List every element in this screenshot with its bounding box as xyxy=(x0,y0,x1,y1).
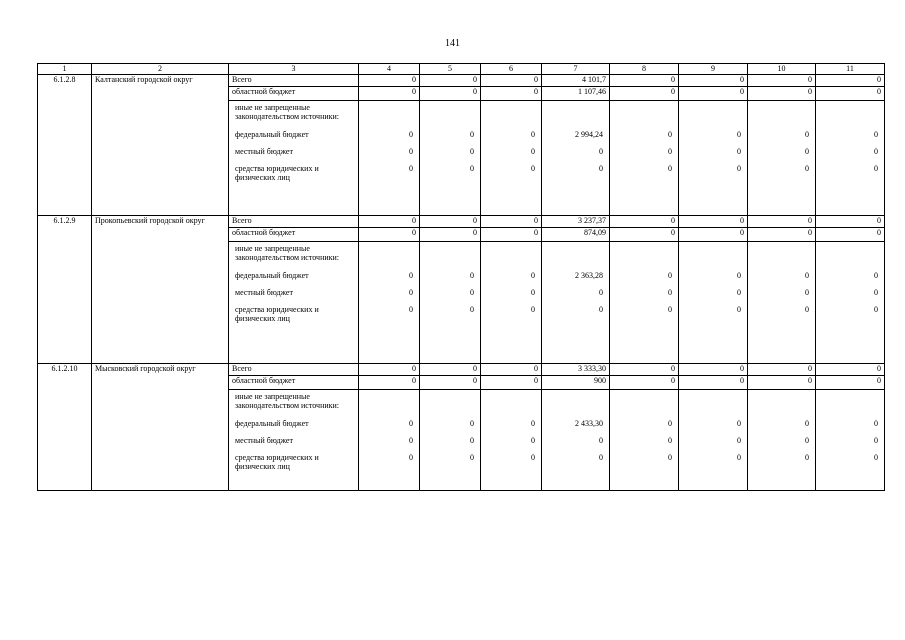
row-label-total: Всего xyxy=(229,216,359,228)
value-cell: 0 xyxy=(816,216,885,228)
value-cell: 0 xyxy=(816,364,885,376)
row-label-local: местный бюджет xyxy=(235,288,293,297)
column-header: 4 xyxy=(359,64,420,75)
value-cell-group xyxy=(420,390,481,491)
value-cell-group xyxy=(748,242,816,364)
value-cell: 0 xyxy=(805,130,809,139)
value-cell: 0 xyxy=(409,147,413,156)
value-cell-group xyxy=(542,390,610,491)
value-cell: 874,09 xyxy=(542,228,610,242)
value-cell: 0 xyxy=(359,75,420,87)
value-cell: 0 xyxy=(748,75,816,87)
section-code: 6.1.2.10 xyxy=(38,364,92,491)
value-cell: 0 xyxy=(610,75,679,87)
value-cell: 0 xyxy=(805,288,809,297)
value-cell: 0 xyxy=(409,130,413,139)
value-cell: 0 xyxy=(737,453,741,462)
value-cell: 0 xyxy=(737,305,741,314)
value-cell: 0 xyxy=(359,87,420,101)
value-cell-group xyxy=(679,390,748,491)
value-cell: 0 xyxy=(599,305,603,314)
value-cell: 0 xyxy=(599,147,603,156)
row-label-local: местный бюджет xyxy=(235,436,293,445)
value-cell-group xyxy=(359,390,420,491)
row-label-local: местный бюджет xyxy=(235,147,293,156)
value-cell: 0 xyxy=(470,164,474,173)
value-cell: 0 xyxy=(737,436,741,445)
value-cell: 0 xyxy=(409,305,413,314)
value-cell: 0 xyxy=(668,436,672,445)
value-cell: 0 xyxy=(874,130,878,139)
column-header: 1 xyxy=(38,64,92,75)
row-label-regional: областной бюджет xyxy=(229,228,359,242)
value-cell: 0 xyxy=(668,130,672,139)
value-cell: 0 xyxy=(420,87,481,101)
other-sources-labels xyxy=(229,390,359,491)
value-cell: 0 xyxy=(668,164,672,173)
value-cell-group xyxy=(542,101,610,216)
value-cell: 0 xyxy=(409,271,413,280)
value-cell: 0 xyxy=(805,436,809,445)
value-cell: 0 xyxy=(470,271,474,280)
row-label-regional: областной бюджет xyxy=(229,87,359,101)
value-cell: 0 xyxy=(805,147,809,156)
value-cell: 0 xyxy=(359,376,420,390)
value-cell: 0 xyxy=(531,305,535,314)
value-cell: 0 xyxy=(748,376,816,390)
value-cell: 0 xyxy=(481,87,542,101)
value-cell: 3 237,37 xyxy=(542,216,610,228)
other-sources-header: иные не запрещенные законодательством источники: xyxy=(235,244,340,262)
budget-table xyxy=(37,63,885,491)
value-cell-group xyxy=(610,101,679,216)
value-cell: 0 xyxy=(531,130,535,139)
value-cell-group xyxy=(359,242,420,364)
value-cell-group xyxy=(481,242,542,364)
value-cell: 0 xyxy=(668,271,672,280)
value-cell: 3 333,30 xyxy=(542,364,610,376)
row-label-federal: федеральный бюджет xyxy=(235,271,309,280)
value-cell: 0 xyxy=(816,376,885,390)
value-cell-group xyxy=(610,242,679,364)
value-cell-group xyxy=(610,390,679,491)
value-cell: 2 433,30 xyxy=(575,419,603,428)
value-cell: 0 xyxy=(481,75,542,87)
value-cell: 0 xyxy=(874,453,878,462)
section-total-row xyxy=(38,216,885,228)
value-cell: 900 xyxy=(542,376,610,390)
value-cell: 0 xyxy=(409,419,413,428)
column-header: 8 xyxy=(610,64,679,75)
value-cell: 0 xyxy=(805,164,809,173)
column-header: 9 xyxy=(679,64,748,75)
value-cell: 0 xyxy=(748,216,816,228)
section-total-row xyxy=(38,364,885,376)
value-cell: 0 xyxy=(599,453,603,462)
value-cell: 0 xyxy=(737,271,741,280)
value-cell: 0 xyxy=(805,419,809,428)
value-cell: 0 xyxy=(481,376,542,390)
value-cell: 0 xyxy=(359,216,420,228)
value-cell: 0 xyxy=(481,216,542,228)
value-cell-group xyxy=(816,101,885,216)
value-cell: 0 xyxy=(679,364,748,376)
column-header: 5 xyxy=(420,64,481,75)
value-cell: 0 xyxy=(668,419,672,428)
value-cell-group xyxy=(481,101,542,216)
value-cell: 0 xyxy=(816,75,885,87)
value-cell-group xyxy=(542,242,610,364)
column-number-row xyxy=(38,64,885,75)
value-cell-group xyxy=(420,101,481,216)
value-cell: 0 xyxy=(668,305,672,314)
value-cell: 0 xyxy=(470,130,474,139)
value-cell: 2 363,28 xyxy=(575,271,603,280)
value-cell: 1 107,46 xyxy=(542,87,610,101)
column-header: 10 xyxy=(748,64,816,75)
value-cell: 0 xyxy=(679,75,748,87)
value-cell: 0 xyxy=(470,436,474,445)
value-cell: 0 xyxy=(679,216,748,228)
value-cell: 0 xyxy=(409,436,413,445)
value-cell: 0 xyxy=(748,228,816,242)
column-header: 2 xyxy=(92,64,229,75)
value-cell: 0 xyxy=(359,228,420,242)
section-code: 6.1.2.8 xyxy=(38,75,92,216)
row-label-federal: федеральный бюджет xyxy=(235,419,309,428)
value-cell: 0 xyxy=(874,147,878,156)
value-cell: 0 xyxy=(531,436,535,445)
value-cell: 0 xyxy=(531,164,535,173)
value-cell: 0 xyxy=(470,288,474,297)
section-code: 6.1.2.9 xyxy=(38,216,92,364)
value-cell: 0 xyxy=(737,147,741,156)
value-cell: 0 xyxy=(679,376,748,390)
row-label-legal: средства юридических и физических лиц xyxy=(235,453,319,471)
value-cell: 0 xyxy=(737,130,741,139)
value-cell: 0 xyxy=(668,147,672,156)
value-cell: 0 xyxy=(874,164,878,173)
value-cell-group xyxy=(816,242,885,364)
value-cell: 0 xyxy=(531,419,535,428)
value-cell: 0 xyxy=(679,87,748,101)
value-cell: 0 xyxy=(531,147,535,156)
other-sources-labels xyxy=(229,101,359,216)
row-label-federal: федеральный бюджет xyxy=(235,130,309,139)
other-sources-labels xyxy=(229,242,359,364)
value-cell: 0 xyxy=(409,164,413,173)
value-cell-group xyxy=(679,101,748,216)
value-cell: 4 101,7 xyxy=(542,75,610,87)
value-cell: 0 xyxy=(805,453,809,462)
value-cell: 0 xyxy=(531,271,535,280)
value-cell-group xyxy=(481,390,542,491)
section-name: Мысковский городской округ xyxy=(92,364,229,491)
row-label-regional: областной бюджет xyxy=(229,376,359,390)
value-cell: 0 xyxy=(874,436,878,445)
value-cell: 0 xyxy=(420,75,481,87)
value-cell: 0 xyxy=(874,271,878,280)
column-header: 3 xyxy=(229,64,359,75)
value-cell: 0 xyxy=(420,364,481,376)
value-cell: 0 xyxy=(610,87,679,101)
value-cell: 0 xyxy=(610,376,679,390)
value-cell-group xyxy=(359,101,420,216)
value-cell: 0 xyxy=(599,288,603,297)
row-label-legal: средства юридических и физических лиц xyxy=(235,164,319,182)
value-cell: 0 xyxy=(359,364,420,376)
value-cell: 0 xyxy=(481,364,542,376)
value-cell-group xyxy=(748,101,816,216)
value-cell: 0 xyxy=(668,453,672,462)
value-cell: 0 xyxy=(874,288,878,297)
value-cell: 0 xyxy=(531,453,535,462)
value-cell: 0 xyxy=(816,228,885,242)
value-cell: 2 994,24 xyxy=(575,130,603,139)
value-cell: 0 xyxy=(874,305,878,314)
value-cell: 0 xyxy=(470,147,474,156)
value-cell: 0 xyxy=(420,376,481,390)
value-cell: 0 xyxy=(737,419,741,428)
value-cell: 0 xyxy=(610,228,679,242)
value-cell: 0 xyxy=(470,419,474,428)
section-name: Прокопьевский городской округ xyxy=(92,216,229,364)
value-cell: 0 xyxy=(737,288,741,297)
other-sources-header: иные не запрещенные законодательством источники: xyxy=(235,392,340,410)
value-cell: 0 xyxy=(481,228,542,242)
value-cell: 0 xyxy=(599,436,603,445)
value-cell-group xyxy=(679,242,748,364)
value-cell: 0 xyxy=(805,271,809,280)
value-cell: 0 xyxy=(748,87,816,101)
section-total-row xyxy=(38,75,885,87)
row-label-legal: средства юридических и физических лиц xyxy=(235,305,319,323)
value-cell: 0 xyxy=(748,364,816,376)
section-name: Калтанский городской округ xyxy=(92,75,229,216)
value-cell: 0 xyxy=(737,164,741,173)
column-header: 11 xyxy=(816,64,885,75)
value-cell: 0 xyxy=(599,164,603,173)
value-cell: 0 xyxy=(610,364,679,376)
value-cell: 0 xyxy=(668,288,672,297)
value-cell: 0 xyxy=(409,288,413,297)
value-cell: 0 xyxy=(610,216,679,228)
value-cell: 0 xyxy=(420,216,481,228)
value-cell: 0 xyxy=(805,305,809,314)
value-cell: 0 xyxy=(470,305,474,314)
value-cell: 0 xyxy=(409,453,413,462)
value-cell: 0 xyxy=(874,419,878,428)
value-cell: 0 xyxy=(531,288,535,297)
value-cell-group xyxy=(420,242,481,364)
value-cell: 0 xyxy=(420,228,481,242)
value-cell-group xyxy=(748,390,816,491)
value-cell: 0 xyxy=(470,453,474,462)
value-cell: 0 xyxy=(816,87,885,101)
value-cell-group xyxy=(816,390,885,491)
page-number: 141 xyxy=(445,38,460,49)
column-header: 7 xyxy=(542,64,610,75)
row-label-total: Всего xyxy=(229,364,359,376)
value-cell: 0 xyxy=(679,228,748,242)
other-sources-header: иные не запрещенные законодательством источники: xyxy=(235,103,340,121)
row-label-total: Всего xyxy=(229,75,359,87)
column-header: 6 xyxy=(481,64,542,75)
